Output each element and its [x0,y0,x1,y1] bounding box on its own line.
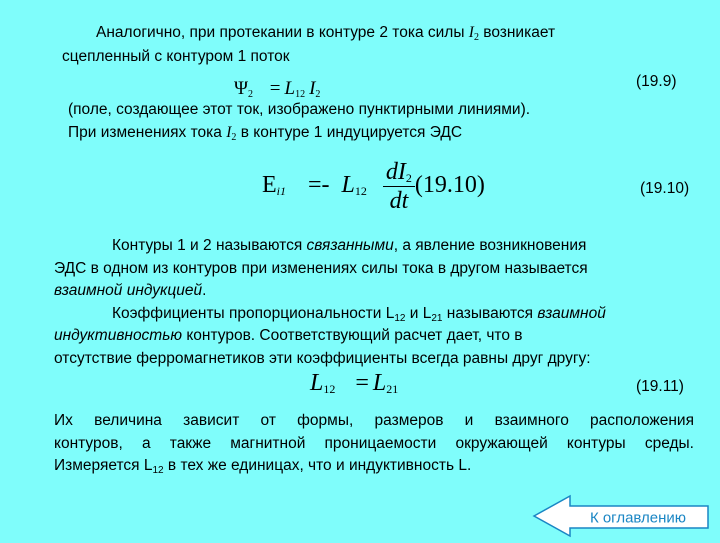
term-inductance: индуктивностью [54,327,183,344]
table-of-contents-label: К оглавлению [589,509,687,527]
equation-19-9: $\Psi_2 = L_{12}$ $I_2$ [234,78,321,100]
intro-line-1: Аналогично, при протекании в контуре 2 тока силы $I_2$ возникает [96,24,556,43]
var-I: I [468,24,474,41]
equation-19-11: $L_{12} = L_{21}$ [310,370,399,396]
explain-line-2: При изменениях тока $I_2$ в контуре 1 индуцируется ЭДС [68,124,463,143]
paragraph-magnitude: Их величина зависит от формы, размеров и взаимного расположения контуров, а также магнитной проницаемости окружающей контуры среды. Измеряется $L_{12}$ в тех же единицах, что и индуктивность L. [54,412,694,476]
left-arrow-icon [532,494,712,538]
equation-19-10: $E_{i1} =- L_{12}$ $\frac{dI_2}{dt}$ (19.10) [262,159,485,214]
fraction-dI2-dt: $\frac{dI_2}{dt}$ [383,158,415,215]
term-mutual: взаимной [537,304,606,322]
table-of-contents-button[interactable] [532,494,712,538]
equation-number-19-11: (19.11) [636,378,684,395]
paragraph-coupled-circuits: Контуры 1 и 2 называются связанными, а явление возникновения ЭДС в одном из контуров при изменениях силы тока в другом называется взаимной индукцией. Коэффициенты пропорциональности $L_{12}$ и $L_{21}$ называются взаимной индуктивностью контуров. Соответствующий расчет дает, что в отсутствие ферромагнетиков эти коэффициенты всегда равны друг другу: [54,237,606,367]
term-coupled: связанными [306,237,394,254]
intro-line-2: сцепленный с контуром 1 поток [62,48,290,65]
term-mutual-induction: взаимной индукцией [54,282,203,299]
equation-number-19-9: (19.9) [636,73,677,90]
explain-line-1: (поле, создающее этот ток, изображено пунктирными линиями). [68,101,531,118]
equation-number-19-10: (19.10) [640,180,690,197]
